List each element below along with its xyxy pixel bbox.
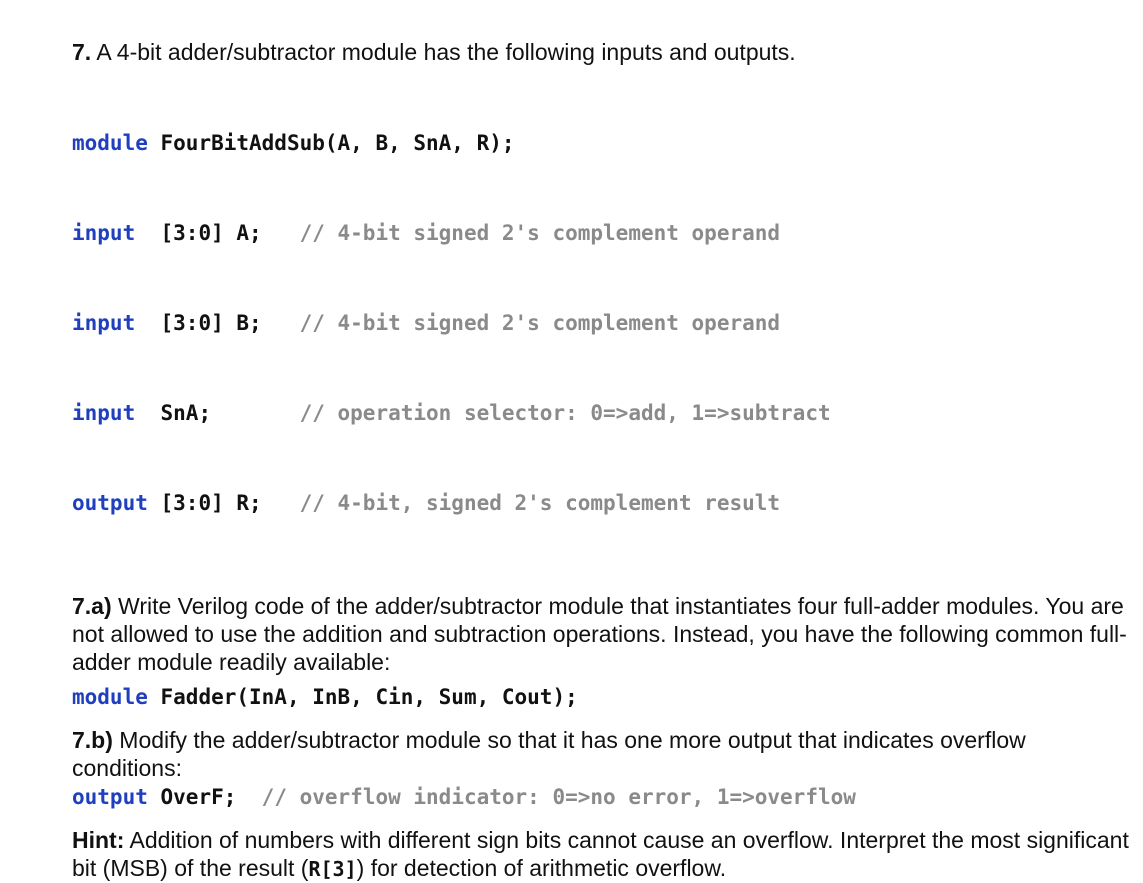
code-keyword: output — [72, 491, 148, 515]
code-keyword: module — [72, 131, 148, 155]
code-keyword: input — [72, 401, 136, 425]
code-text: SnA; — [160, 401, 300, 425]
code-text: [3:0] A; — [160, 221, 300, 245]
code-keyword: output — [72, 785, 148, 809]
question-number: 7. — [72, 39, 92, 65]
code-text: OverF; — [160, 785, 237, 809]
code-comment: // 4-bit, signed 2's complement result — [299, 491, 781, 515]
module-declaration-code — [72, 68, 1132, 578]
code-line — [72, 218, 1132, 248]
code-comment: // operation selector: 0=>add, 1=>subtract — [299, 401, 831, 425]
code-line — [72, 128, 1132, 158]
code-keyword: module — [72, 685, 148, 709]
hint-text-after: ) for detection of arithmetic overflow. — [356, 855, 727, 881]
hint-paragraph — [72, 826, 1132, 883]
code-keyword: input — [72, 311, 136, 335]
code-text: Fadder(InA, InB, Cin, Sum, Cout); — [160, 685, 578, 709]
code-text: [3:0] R; — [160, 491, 300, 515]
hint-label: Hint: — [72, 827, 125, 853]
code-text: [3:0] B; — [160, 311, 300, 335]
code-text: FourBitAddSub(A, B, SnA, R); — [160, 131, 515, 155]
question-text: A 4-bit adder/subtractor module has the following inputs and outputs. — [96, 39, 796, 65]
question-7b — [72, 726, 1132, 782]
fadder-module-code — [72, 682, 1132, 712]
code-space — [135, 311, 160, 335]
code-comment: // overflow indicator: 0=>no error, 1=>overflow — [261, 785, 856, 809]
code-line — [72, 398, 1132, 428]
code-keyword: input — [72, 221, 136, 245]
question-7-intro — [72, 38, 1132, 66]
code-comment: // 4-bit signed 2's complement operand — [299, 311, 781, 335]
hint-text-before: Addition of numbers with different sign bits cannot cause an overflow. Interpret the most significant bit (MSB) of the result ( — [72, 827, 1129, 881]
overflow-output-code — [72, 782, 1132, 812]
code-comment: // 4-bit signed 2's complement operand — [299, 221, 781, 245]
code-line — [72, 488, 1132, 518]
code-line — [72, 308, 1132, 338]
question-7a — [72, 592, 1132, 676]
code-space — [135, 401, 160, 425]
question-7a-label: 7.a) — [72, 593, 112, 619]
document-page — [72, 38, 1132, 883]
question-7b-text: Modify the adder/subtractor module so that it has one more output that indicates overflow conditions: — [72, 727, 1026, 781]
code-space — [135, 221, 160, 245]
code-space — [148, 131, 161, 155]
hint-inline-code: R[3] — [308, 857, 357, 881]
question-7b-label: 7.b) — [72, 727, 113, 753]
code-space — [148, 491, 161, 515]
question-7a-text: Write Verilog code of the adder/subtractor module that instantiates four full-adder modules. You are not allowed to use the addition and subtraction operations. Instead, you have the following common full-adder module readily available: — [72, 593, 1127, 675]
